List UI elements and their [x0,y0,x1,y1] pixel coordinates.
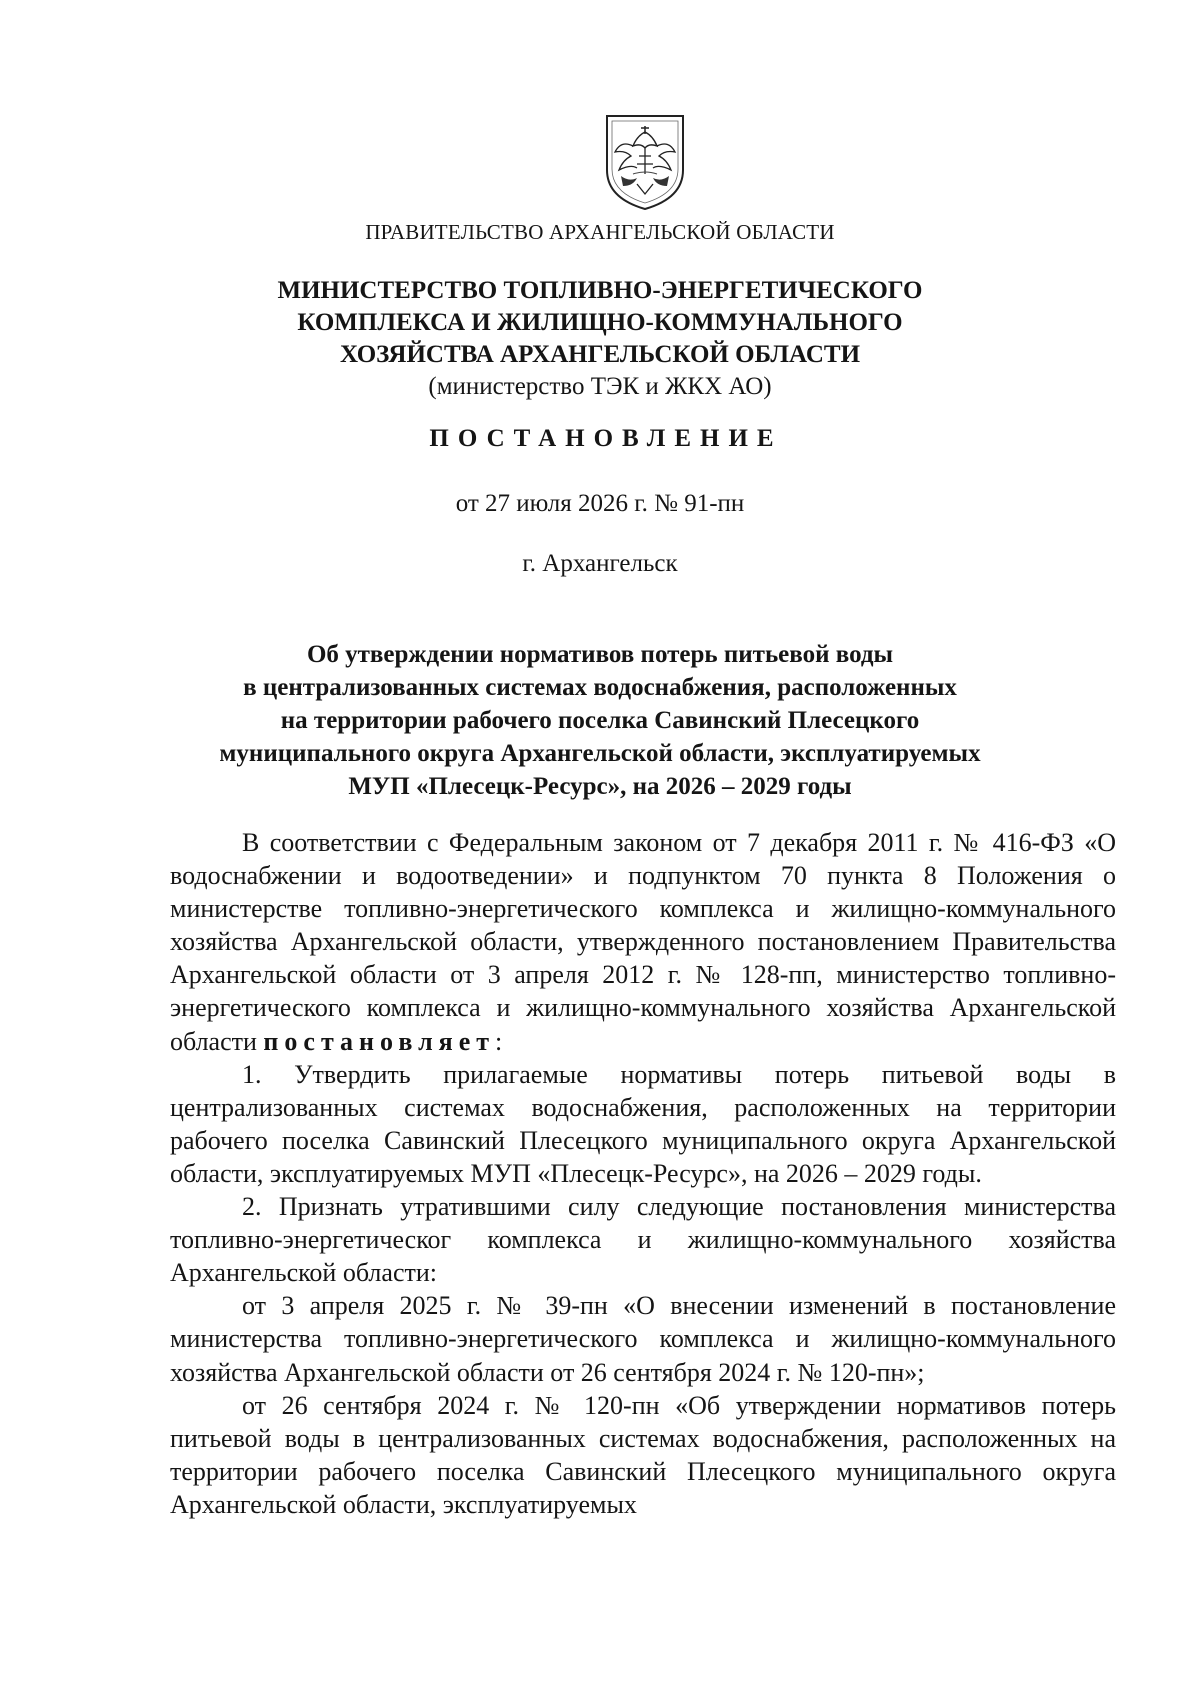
item-1-paragraph: 1. Утвердить прилагаемые нормативы потерь питьевой воды в централизованных системах водоснабжения, расположенных на территории рабочего поселка Савинский Плесецкого муниципального округа Архангельской области, эксплуатируемых МУП «Плесецк-Ресурс», на 2026 – 2029 годы. [170,1059,1116,1188]
title-line: МУП «Плесецк-Ресурс», на 2026 – 2029 годы [348,773,852,800]
repealed-act-2: от 26 сентября 2024 г. № 120-пн «Об утверждении нормативов потерь питьевой воды в централизованных системах водоснабжения, расположенных на территории рабочего поселка Савинский Плесецкого муниципального округа Архангельской области, эксплуатируемых [170,1390,1116,1519]
item-2-paragraph: 2. Признать утратившими силу следующие постановления министерства топливно-энергетическог комплекса и жилищно-коммунального хозяйства Архангельской области: [170,1192,1116,1288]
coat-of-arms-icon [603,112,687,212]
government-name: ПРАВИТЕЛЬСТВО АРХАНГЕЛЬСКОЙ ОБЛАСТИ [365,220,835,244]
preamble-text: В соответствии с Федеральным законом от 7 декабря 2011 г. № 416-ФЗ «О водоснабжении и водоотведении» и подпунктом 70 пункта 8 Положения о министерстве топливно-энергетического комплекса и жилищно-коммунального хозяйства Архангельской области, утвержденного постановлением Правительства Архангельской области от 3 апреля 2012 г. № 128-пп, министерство топливно-энергетического комплекса и жилищно-коммунального хозяйства Архангельской области [170,828,1116,1056]
title-line: на территории рабочего поселка Савинский Плесецкого [280,707,920,734]
document-city: г. Архангельск [522,550,678,577]
title-line: Об утверждении нормативов потерь питьевой воды [306,641,894,668]
ministry-name-line: КОМПЛЕКСА И ЖИЛИЩНО-КОММУНАЛЬНОГО [297,309,903,336]
preamble-end: : [495,1026,503,1056]
repealed-act-1: от 3 апреля 2025 г. № 39-пн «О внесении изменений в постановление министерства топливно-энергетического комплекса и жилищно-коммунального хозяйства Архангельской области от 26 сентября 2024 г. № 120-пн»; [170,1291,1116,1387]
document-type: ПОСТАНОВЛЕНИЕ [429,425,783,452]
title-line: муниципального округа Архангельской области, эксплуатируемых [219,740,981,767]
document-date-number: от 27 июля 2026 г. № 91-пн [455,490,745,517]
ministry-name [0,275,1200,371]
ministry-name-line: МИНИСТЕРСТВО ТОПЛИВНО-ЭНЕРГЕТИЧЕСКОГО [277,277,923,304]
preamble-paragraph [170,826,1116,1058]
ministry-short-name: (министерство ТЭК и ЖКХ АО) [428,373,772,400]
document-body [170,826,1116,1521]
ministry-name-line: ХОЗЯЙСТВА АРХАНГЕЛЬСКОЙ ОБЛАСТИ [339,341,861,368]
document-title [0,638,1200,803]
decision-word: постановляет [263,1026,496,1056]
title-line: в централизованных системах водоснабжения, расположенных [243,674,957,701]
